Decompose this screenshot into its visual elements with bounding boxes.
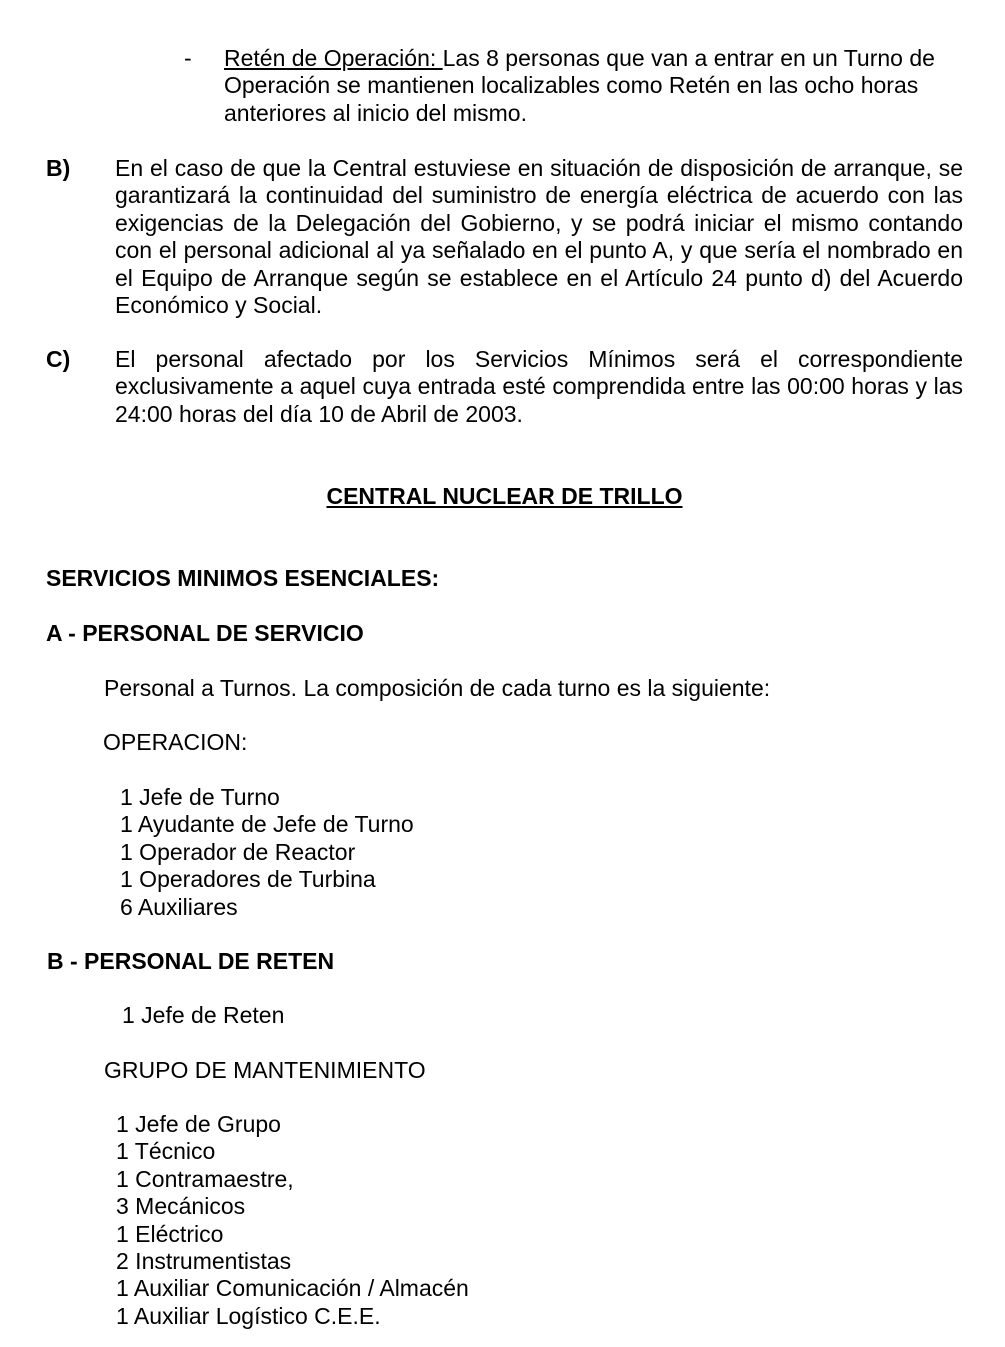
list-item: 6 Auxiliares bbox=[120, 893, 238, 920]
list-item: 1 Ayudante de Jefe de Turno bbox=[120, 811, 414, 838]
reten-bullet-dash: - bbox=[184, 45, 192, 71]
grupo-list bbox=[116, 1111, 469, 1330]
list-item: 2 Instrumentistas bbox=[116, 1248, 292, 1275]
para-b-label: B) bbox=[46, 155, 71, 181]
reten-bullet-label: Retén de Operación: bbox=[224, 45, 443, 71]
para-b-text: En el caso de que la Central estuviese en situación de disposición de arranque, se garantizará la continuidad del suministro de energía eléctrica de acuerdo con las exigencias de la Delegación del Gobierno, y se podrá iniciar el mismo contando con el personal adicional al ya señalado en el punto A, y que sería el nombrado en el Equipo de Arranque según se establece en el Artículo 24 punto d) del Acuerdo Económico y Social. bbox=[115, 155, 963, 319]
operacion-list bbox=[120, 784, 414, 921]
list-item: 1 Jefe de Turno bbox=[120, 784, 280, 810]
section-a-intro: Personal a Turnos. La composición de cada turno es la siguiente: bbox=[104, 675, 771, 701]
list-item: 1 Contramaestre, bbox=[116, 1165, 294, 1192]
list-item: 1 Auxiliar Logístico C.E.E. bbox=[116, 1302, 381, 1329]
section-a-heading: A - PERSONAL DE SERVICIO bbox=[46, 620, 364, 646]
jefe-reten: 1 Jefe de Reten bbox=[122, 1002, 285, 1028]
list-item: 3 Mecánicos bbox=[116, 1193, 246, 1220]
reten-bullet-item bbox=[224, 45, 964, 127]
operacion-label: OPERACION: bbox=[103, 729, 248, 755]
list-item: 1 Eléctrico bbox=[116, 1220, 224, 1247]
servicios-heading: SERVICIOS MINIMOS ESENCIALES: bbox=[46, 565, 440, 591]
section-b-heading: B - PERSONAL DE RETEN bbox=[47, 948, 335, 974]
central-title: CENTRAL NUCLEAR DE TRILLO bbox=[326, 483, 683, 509]
grupo-mantenimiento-label: GRUPO DE MANTENIMIENTO bbox=[104, 1057, 426, 1083]
para-c-label: C) bbox=[46, 346, 71, 372]
list-item: 1 Técnico bbox=[116, 1138, 216, 1165]
list-item: 1 Auxiliar Comunicación / Almacén bbox=[116, 1275, 469, 1302]
list-item: 1 Operador de Reactor bbox=[120, 838, 356, 865]
list-item: 1 Jefe de Grupo bbox=[116, 1111, 281, 1137]
para-c-text: El personal afectado por los Servicios Mínimos será el correspondiente exclusivamente a aquel cuya entrada esté comprendida entre las 00:00 horas y las 24:00 horas del día 10 de Abril de 2003. bbox=[115, 346, 963, 427]
list-item: 1 Operadores de Turbina bbox=[120, 866, 376, 893]
reten-bullet-text: Las 8 personas que van a entrar en un Turno de Operación se mantienen localizables como Retén en las ocho horas anteriores al inicio del mismo. bbox=[224, 45, 935, 126]
